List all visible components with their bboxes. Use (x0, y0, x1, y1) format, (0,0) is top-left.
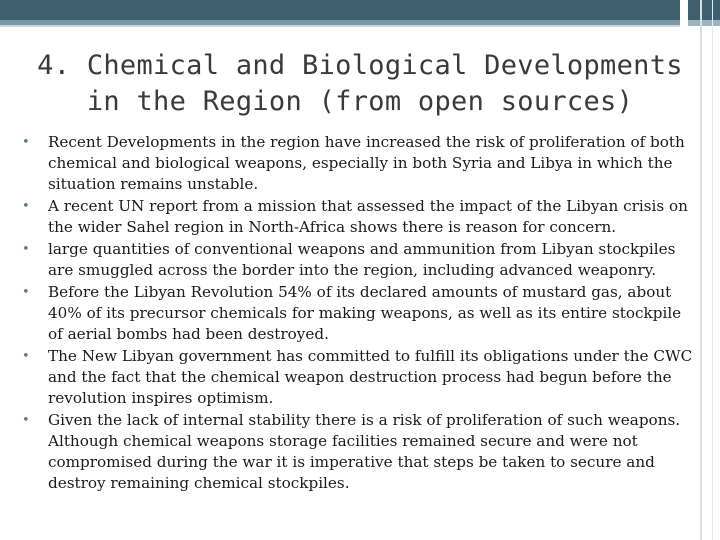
bullet-text: A recent UN report from a mission that assessed the impact of the Libyan crisis on the wider Sahel region in North-Africa shows there is reason for concern. (48, 197, 688, 236)
bullet-text: Before the Libyan Revolution 54% of its declared amounts of mustard gas, about 40% of its precursor chemicals for making weapons, as well as its entire stockpile of aerial bombs had been destroyed. (48, 283, 682, 343)
right-edge-rule (712, 0, 713, 540)
right-vertical-rule (700, 0, 702, 540)
top-bar-corner-dark (688, 0, 720, 20)
top-bar-band-dark (0, 0, 680, 20)
bullet-item (20, 239, 700, 281)
slide-title-line-1: 4. Chemical and Biological Developments (37, 50, 683, 81)
top-bar-band-light (0, 25, 680, 27)
bullet-item (20, 132, 700, 195)
bullet-text: Recent Developments in the region have increased the risk of proliferation of both chemical and biological weapons, especially in both Syria and Libya in which the situation remains unstable. (48, 133, 685, 193)
bullet-marker: • (22, 135, 30, 150)
bullet-item (20, 282, 700, 345)
bullet-marker: • (22, 349, 30, 364)
top-decorative-bar (0, 0, 720, 28)
slide-title-line-2: in the Region (from open sources) (86, 86, 634, 117)
bullet-marker: • (22, 199, 30, 214)
bullet-item (20, 196, 700, 238)
bullet-text: Given the lack of internal stability there is a risk of proliferation of such weapons. Although chemical weapons storage facilities remained secure and were not compromised during the war it is imperative that steps be taken to secure and destroy remaining chemical stockpiles. (48, 411, 681, 492)
bullet-marker: • (22, 413, 30, 428)
bullet-marker: • (22, 242, 30, 257)
bullet-item (20, 346, 700, 409)
top-bar-corner-light (688, 20, 720, 26)
bullet-marker: • (22, 285, 30, 300)
top-bar-separator (682, 0, 686, 28)
bullet-text: large quantities of conventional weapons and ammunition from Libyan stockpiles are smuggled across the border into the region, including advanced weaponry. (48, 240, 676, 279)
bullet-list (20, 132, 700, 495)
bullet-item (20, 410, 700, 494)
slide-title (30, 48, 690, 120)
bullet-text: The New Libyan government has committed to fulfill its obligations under the CWC and the fact that the chemical weapon destruction process had begun before the revolution inspires optimism. (48, 347, 693, 407)
